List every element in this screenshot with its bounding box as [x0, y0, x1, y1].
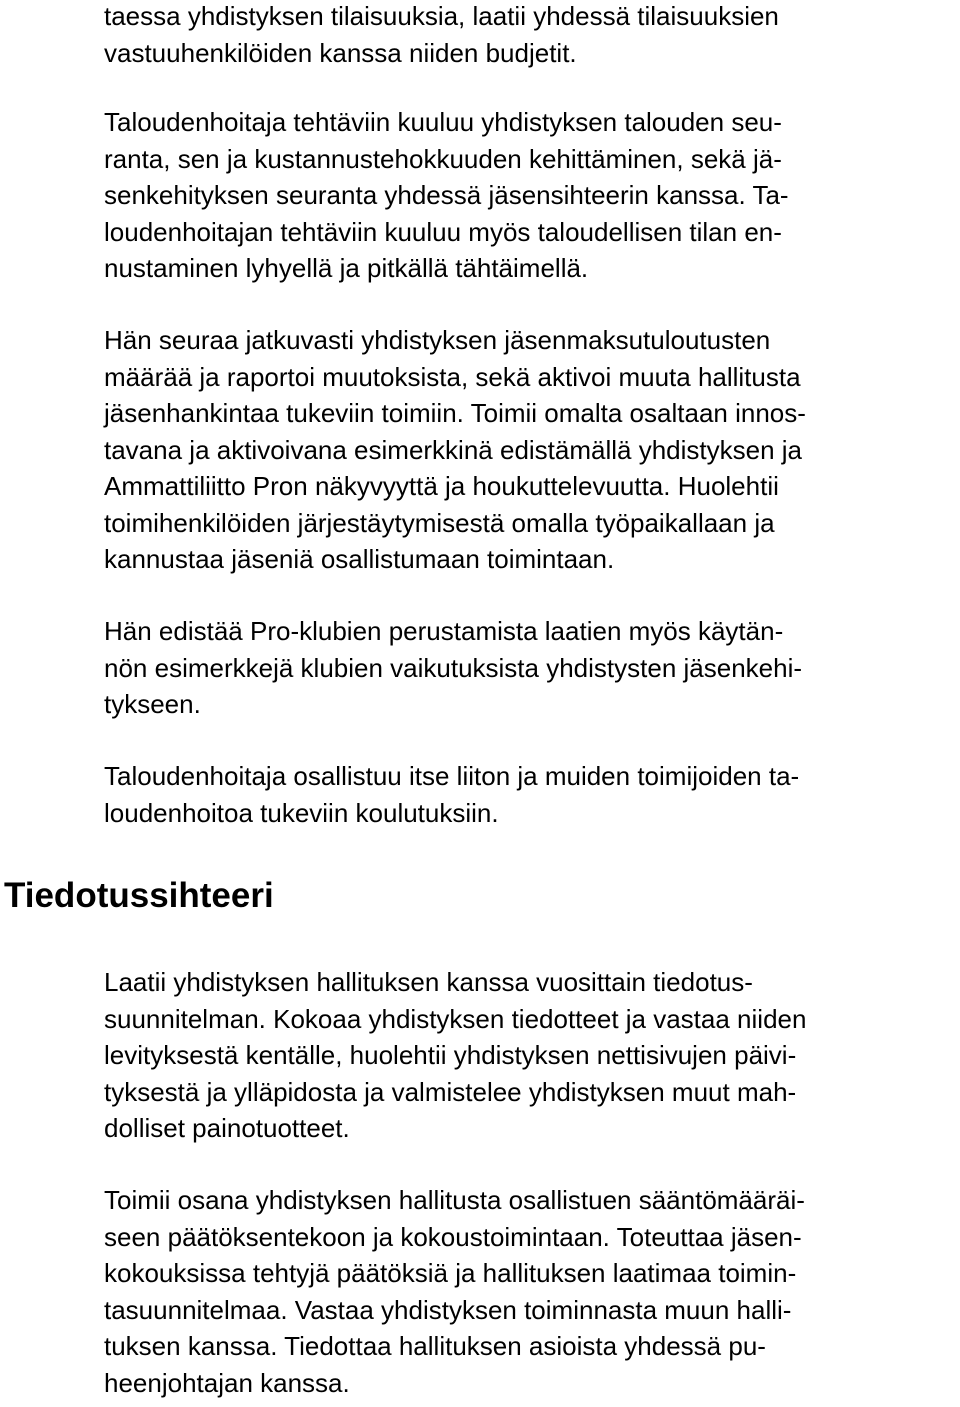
section-heading: Tiedotussihteeri [4, 876, 274, 915]
paragraph-treasurer-duties [104, 104, 954, 287]
text-line: dolliset painotuotteet. [104, 1113, 350, 1143]
text-line: nön esimerkkejä klubien vaikutuksista yhdistysten jäsenkehi- [104, 652, 803, 683]
text-line: tykseen. [104, 689, 201, 719]
text-line: Hän seuraa jatkuvasti yhdistyksen jäsenmaksutuloutusten [104, 325, 771, 355]
paragraph-board-participation [104, 1182, 954, 1401]
text-line: Toimii osana yhdistyksen hallitusta osallistuen sääntömääräi- [104, 1185, 805, 1215]
text-line: kokouksissa tehtyjä päätöksiä ja hallituksen laatimaa toimin- [104, 1258, 797, 1288]
text-line: Hän edistää Pro-klubien perustamista laatien myös käytän- [104, 616, 784, 646]
text-line: tyksestä ja ylläpidosta ja valmistelee yhdistyksen muut mah- [104, 1076, 797, 1107]
text-line: tuksen kanssa. Tiedottaa hallituksen asioista yhdessä pu- [104, 1331, 766, 1361]
text-line: toimihenkilöiden järjestäytymisestä omalla työpaikallaan ja [104, 507, 775, 538]
text-line: Taloudenhoitaja tehtäviin kuuluu yhdistyksen talouden seu- [104, 107, 782, 137]
paragraph-budget-continuation [104, 0, 954, 71]
text-line: jäsenhankintaa tukeviin toimiin. Toimii omalta osaltaan innos- [104, 398, 806, 428]
text-line: ranta, sen ja kustannustehokkuuden kehittäminen, sekä jä- [104, 143, 782, 174]
text-line: heenjohtajan kanssa. [104, 1367, 350, 1398]
text-line: levityksestä kentälle, huolehtii yhdistyksen nettisivujen päivi- [104, 1040, 797, 1070]
text-line: Ammattiliitto Pron näkyvyyttä ja houkuttelevuutta. Huolehtii [104, 471, 779, 501]
text-line: tasuunnitelmaa. Vastaa yhdistyksen toiminnasta muun halli- [104, 1294, 792, 1325]
text-line: loudenhoitoa tukeviin koulutuksiin. [104, 797, 499, 828]
text-line: senkehityksen seuranta yhdessä jäsensihteerin kanssa. Ta- [104, 180, 789, 210]
paragraph-communications-plan [104, 964, 954, 1147]
text-line: vastuuhenkilöiden kanssa niiden budjetit. [104, 37, 577, 68]
text-line: määrää ja raportoi muutoksista, sekä aktivoi muuta hallitusta [104, 361, 801, 392]
text-line: taessa yhdistyksen tilaisuuksia, laatii yhdessä tilaisuuksien [104, 1, 779, 31]
paragraph-membership-follow-up [104, 322, 954, 578]
text-line: suunnitelman. Kokoaa yhdistyksen tiedotteet ja vastaa niiden [104, 1003, 807, 1034]
text-line: loudenhoitajan tehtäviin kuuluu myös taloudellisen tilan en- [104, 216, 782, 247]
text-line: kannustaa jäseniä osallistumaan toimintaan. [104, 544, 615, 574]
text-line: tavana ja aktivoivana esimerkkinä edistämällä yhdistyksen ja [104, 434, 803, 465]
text-line: nustaminen lyhyellä ja pitkällä tähtäimellä. [104, 253, 589, 283]
text-line: Laatii yhdistyksen hallituksen kanssa vuosittain tiedotus- [104, 967, 753, 997]
text-line: Taloudenhoitaja osallistuu itse liiton ja muiden toimijoiden ta- [104, 761, 800, 791]
text-line: seen päätöksentekoon ja kokoustoimintaan. Toteuttaa jäsen- [104, 1221, 802, 1252]
paragraph-pro-clubs [104, 613, 954, 723]
paragraph-treasurer-training [104, 758, 954, 831]
